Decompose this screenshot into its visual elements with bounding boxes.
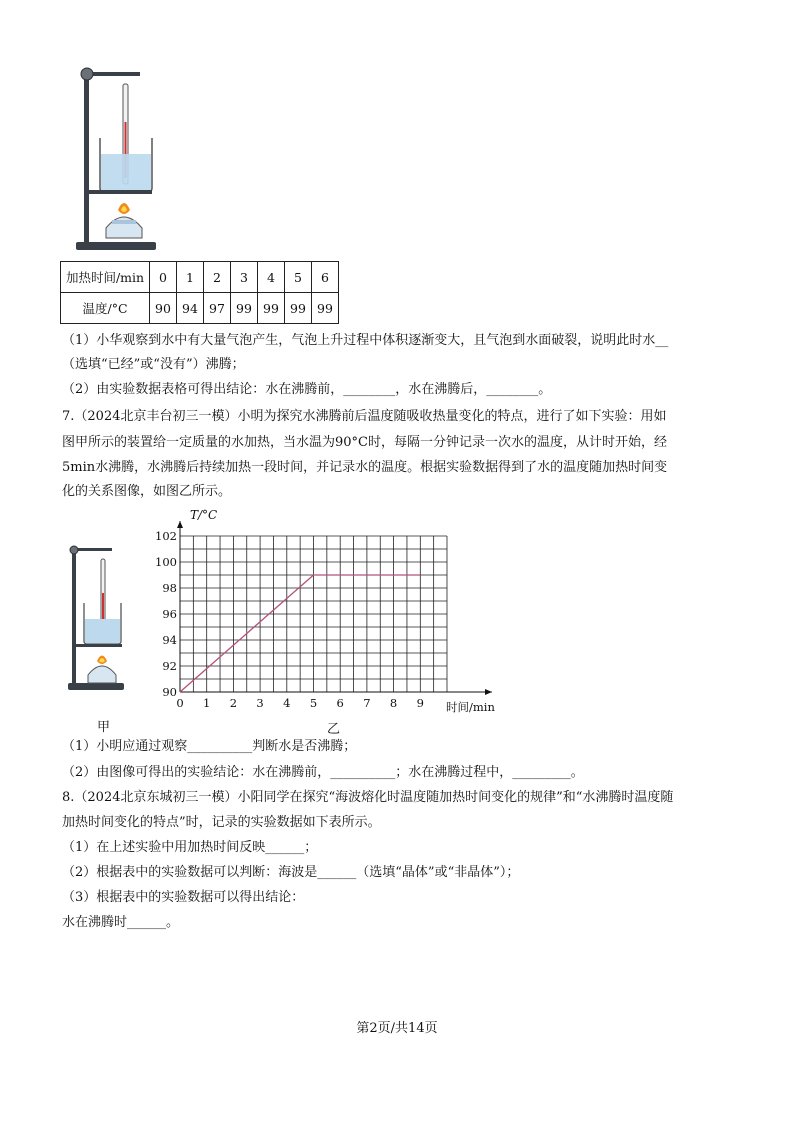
data-table	[60, 261, 339, 324]
q7-intro-line2: 图甲所示的装置给一定质量的水加热，当水温为90°C时，每隔一分钟记录一次水的温度，从计时开始，经	[62, 435, 667, 450]
q7-part2: （2）由图像可得出的实验结论：水在沸腾前，__________；水在沸腾过程中，_________。	[62, 765, 584, 780]
q8-part2: （2）根据表中的实验数据可以判断：海波是______（选填“晶体”或“非晶体”）；	[62, 865, 520, 880]
y-tick-label: 98	[162, 581, 177, 595]
x-tick-label: 4	[283, 696, 291, 710]
chart-xlabel: 时间/min	[446, 700, 495, 714]
q6-part2: （2）由实验数据表格可得出结论：水在沸腾前，________，水在沸腾后，________。	[62, 382, 552, 397]
table-cell: 99	[258, 293, 285, 324]
x-tick-label: 7	[363, 696, 371, 710]
row-header-time: 加热时间/min	[61, 262, 150, 293]
x-tick-label: 6	[336, 696, 344, 710]
table-cell: 90	[150, 293, 177, 324]
table-cell: 2	[204, 262, 231, 293]
y-tick-label: 90	[162, 685, 177, 699]
table-cell: 0	[150, 262, 177, 293]
x-tick-label: 5	[309, 696, 318, 710]
y-tick-label: 94	[162, 633, 177, 647]
table-cell: 1	[177, 262, 204, 293]
table-cell: 3	[231, 262, 258, 293]
temperature-time-chart	[150, 505, 510, 720]
x-tick-label: 9	[416, 696, 424, 710]
table-row	[61, 262, 339, 293]
x-axis-arrow-icon	[485, 689, 492, 695]
q8-part3: （3）根据表中的实验数据可以得出结论：	[62, 890, 305, 905]
q7-intro-line3: 5min水沸腾，水沸腾后持续加热一段时间，并记录水的温度。根据实验数据得到了水的温度随加热时间变	[62, 460, 668, 475]
q6-part1-line2: （选填“已经”或“没有”）沸腾；	[62, 357, 245, 372]
table-cell: 94	[177, 293, 204, 324]
table-cell: 99	[231, 293, 258, 324]
chart-ylabel: T/°C	[190, 508, 218, 522]
apparatus-figure-top	[70, 62, 160, 254]
apparatus-figure-jia	[64, 543, 128, 693]
q6-part1-line1: （1）小华观察到水中有大量气泡产生，气泡上升过程中体积逐渐变大，且气泡到水面破裂，说明此时水__	[62, 333, 669, 348]
table-cell: 4	[258, 262, 285, 293]
x-tick-label: 2	[229, 696, 238, 710]
row-header-temp: 温度/°C	[61, 293, 150, 324]
y-tick-label: 102	[155, 529, 177, 543]
figure-label-jia: 甲	[97, 720, 111, 735]
q7-intro-line4: 化的关系图像，如图乙所示。	[62, 484, 232, 499]
q8-intro-line1: 8.（2024北京东城初三一模）小阳同学在探究“海波熔化时温度随加热时间变化的规律”和“水沸腾时温度随	[62, 790, 674, 805]
y-tick-label: 92	[162, 659, 177, 673]
q8-intro-line2: 加热时间变化的特点”时，记录的实验数据如下表所示。	[62, 815, 381, 830]
x-tick-label: 0	[176, 696, 184, 710]
x-tick-label: 3	[256, 696, 264, 710]
q8-part3-answer: 水在沸腾时______。	[62, 915, 180, 930]
page-number: 第2页/共14页	[356, 1021, 438, 1036]
y-tick-label: 100	[155, 555, 177, 569]
table-cell: 97	[204, 293, 231, 324]
table-cell: 6	[312, 262, 339, 293]
x-tick-label: 8	[389, 696, 398, 710]
q7-intro-line1: 7.（2024北京丰台初三一模）小明为探究水沸腾前后温度随吸收热量变化的特点，进行了如下实验：用如	[62, 409, 667, 424]
table-cell: 5	[285, 262, 312, 293]
table-cell: 99	[285, 293, 312, 324]
figure-label-yi: 乙	[327, 722, 341, 737]
y-tick-label: 96	[162, 607, 177, 621]
table-cell: 99	[312, 293, 339, 324]
y-axis-arrow-icon	[177, 521, 183, 528]
q7-part1: （1）小明应通过观察__________判断水是否沸腾；	[62, 739, 357, 754]
table-row	[61, 293, 339, 324]
x-tick-label: 1	[203, 696, 211, 710]
q8-part1: （1）在上述实验中用加热时间反映______；	[62, 840, 318, 855]
